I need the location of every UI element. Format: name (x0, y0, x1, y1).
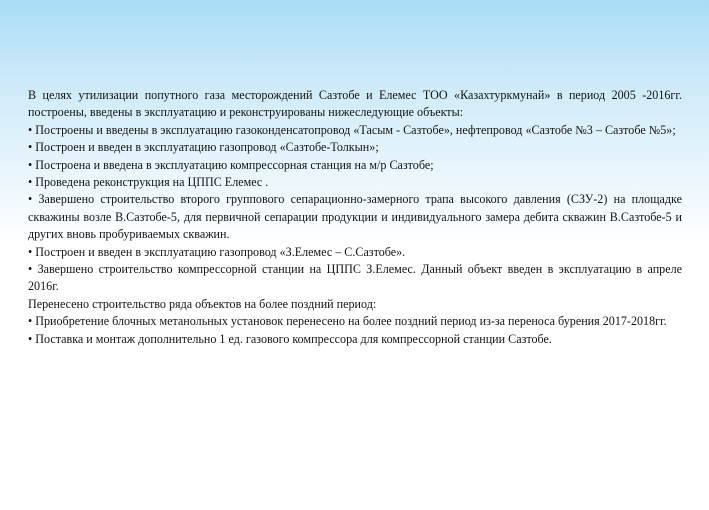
bullet-compressor-station: • Построена и введена в эксплуатацию компрессорная станция на м/р Сазтобе; (28, 157, 434, 172)
bullet-compressor-cpps: • Завершено строительство компрессорной станции на ЦППС З.Елемес. Данный объект введен в эксплуатацию в апреле 2016г. (28, 262, 682, 294)
bullet-reconstruction: • Проведена реконструкция на ЦППС Елемес . (28, 175, 269, 190)
bullet-separator-szu2: • Завершено строительство второго группового сепарационно-замерного трапа высокого давления (СЗУ-2) на площадке скважины возле В.Сазтобе-5, для первичной сепарации продукции и индивидуального замера дебита скважин В.Сазтобе-5 и других вновь пробуриваемых скважин. (28, 192, 682, 242)
bullet-methanol-units: • Приобретение блочных метанольных установок перенесено на более поздний период из-за переноса бурения 2017-2018гг. (28, 314, 667, 329)
bullet-gas-pipeline-elemes: • Построен и введен в эксплуатацию газопровод «З.Елемес – С.Сазтобе». (28, 244, 406, 259)
body-text (28, 87, 682, 348)
intro-paragraph: В целях утилизации попутного газа месторождений Сазтобе и Елемес ТОО «Казахтуркмунай» в период 2005 -2016гг. построены, введены в эксплуатацию и реконструированы нижеследующие объекты: (28, 88, 682, 120)
bullet-gas-compressor: • Поставка и монтаж дополнительно 1 ед. газового компрессора для компрессорной станции Сазтобе. (28, 331, 552, 346)
postponed-heading: Перенесено строительство ряда объектов на более поздний период: (28, 296, 377, 311)
bullet-gas-pipeline-saztobe-tolkyn: • Построен и введен в эксплуатацию газопровод «Сазтобе-Толкын»; (28, 140, 379, 155)
bullet-pipelines: • Построены и введены в эксплуатацию газоконденсатопровод «Тасым - Сазтобе», нефтепровод «Сазтобе №3 – Сазтобе №5»; (28, 122, 676, 137)
